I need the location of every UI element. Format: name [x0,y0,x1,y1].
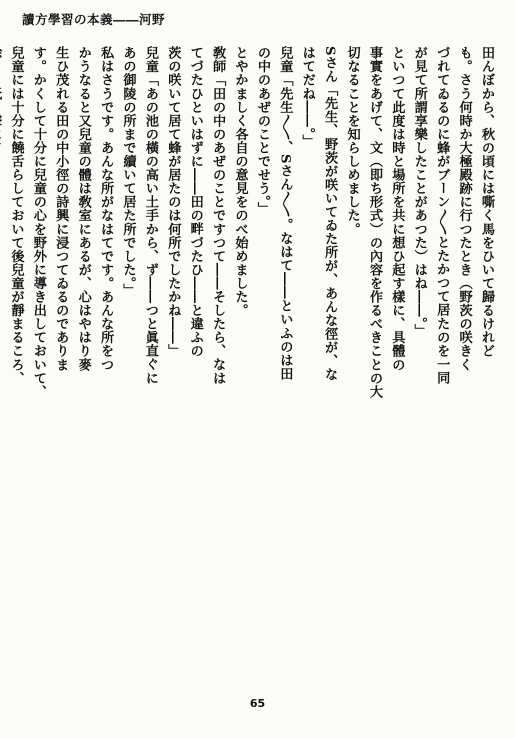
text-column: はてだね――。」 [299,46,315,148]
text-column: づれてゐるのに蜂がブーン〳〵とたかつて居たのを一同 [434,46,450,385]
text-column: てづたひといはずに――田の畔づたひ――と違ふの [187,46,203,358]
text-column: 事實をあげて、文（即ち形式）の內容を作るべきことの大 [366,46,382,399]
text-column: 兒童には十分に饒舌らしておいて後兒童が靜まるころ、 [8,46,24,385]
text-column: Sさん「先生、野茨が咲いてゐた所が、あんな徑が、な [322,46,338,382]
text-column: す。かくして十分に兒童の心を野外に導き出しておいて、 [30,46,46,399]
text-column: とやかましく各自の意見をのべ始めました。 [232,46,248,317]
page-number: 65 [249,697,266,710]
text-column: 敎師「田の中のあぜのことですつて――そしたら、なは [210,46,226,385]
text-column: が見て所謂享樂したことがあつた）はね――。」 [411,46,427,338]
text-column: の中のあぜのことでせう。」 [254,46,270,216]
text-column: といつて此度は時と場所を共に想ひ起す樣に、具體の [389,46,405,372]
text-column: 生ひ茂れる田の中小徑の詩興に浸つてゐるのでありま [53,46,69,372]
text-column: も。さう何時か大極殿跡に行つたとき（野茨の咲きく [456,46,472,372]
text-column: 兒童「あの池の橫の高い土手から、ず――つと眞直ぐに [142,46,158,385]
vertical-body-text [8,46,497,696]
running-header: 讀方學習の本義――河野 [22,12,166,27]
text-column: 茨の咲いて居て蜂が居たのは何所でしたかね――」 [165,46,181,358]
text-column: 私はさうです。あんな所がなはてです。あんな所をつ [98,46,114,372]
text-column: 田んぼから、秋の頃には嘶く馬をひいて歸るけれど [479,46,494,358]
text-column: 切なることを知らしめました。 [344,46,360,236]
text-column: あの御陵の所まで續いて居た所でした。」 [120,46,136,297]
text-column: かうなると又兒童の體は敎室にあるが、心はやはり麥 [75,46,91,372]
text-column: 兒童「先生〳〵、Sさん〳〵。なはて――といふのは田 [277,46,293,381]
